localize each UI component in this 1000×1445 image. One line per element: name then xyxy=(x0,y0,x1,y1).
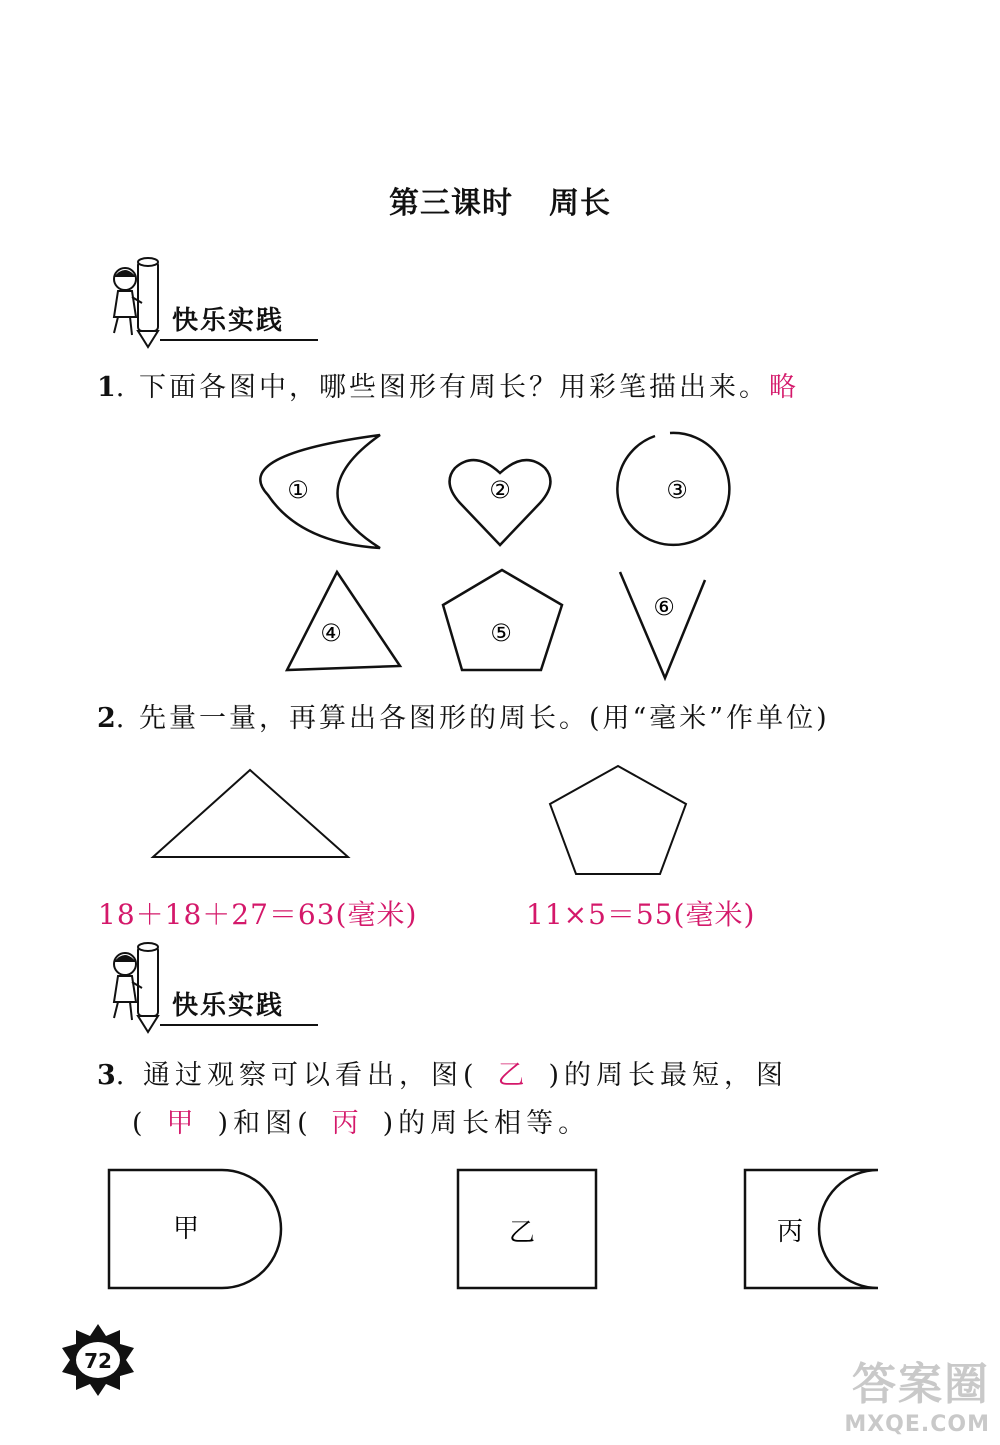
shape-label-3: ③ xyxy=(666,476,688,504)
shape-label-1: ① xyxy=(287,476,309,504)
q2-shapes xyxy=(0,760,1000,880)
measure-triangle xyxy=(153,770,348,857)
crescent-shape xyxy=(260,435,380,548)
answer-blank-1: 乙 xyxy=(497,1060,530,1091)
question-text: )和图( xyxy=(217,1108,313,1139)
section-label: 快乐实践 xyxy=(172,306,285,336)
figure-label-bing: 丙 xyxy=(776,1217,804,1247)
answer-pentagon: 11×5＝55(毫米) xyxy=(526,898,756,931)
watermark-logo: 答案圈 xyxy=(852,1359,990,1410)
watermark-url: MXQE.COM xyxy=(844,1412,990,1437)
shape-label-5: ⑤ xyxy=(490,619,512,647)
question-text: . 通过观察可以看出，图( xyxy=(115,1060,479,1091)
question-text: ( xyxy=(132,1108,148,1139)
question-number: 3 xyxy=(97,1060,116,1091)
section-header-2 xyxy=(100,940,330,1020)
figure-label-jia: 甲 xyxy=(172,1214,200,1244)
answer-blank-2: 甲 xyxy=(166,1108,199,1139)
question-number: 1 xyxy=(97,372,116,403)
question-2 xyxy=(97,705,830,732)
title-lesson: 第三课时 xyxy=(389,186,513,221)
triangle-shape xyxy=(287,572,400,670)
watermark xyxy=(844,1348,990,1437)
section-underline xyxy=(160,339,318,341)
question-1 xyxy=(97,374,799,401)
figure-bing xyxy=(745,1170,878,1288)
page-number: 72 xyxy=(84,1349,112,1373)
page-number-badge xyxy=(60,1322,136,1398)
q3-figures xyxy=(0,1160,1000,1300)
answer-blank-3: 丙 xyxy=(331,1108,364,1139)
question-3-line-1 xyxy=(97,1062,788,1089)
answer-text: 略 xyxy=(768,372,799,403)
question-text: . 下面各图中，哪些图形有周长？用彩笔描出来。 xyxy=(115,372,769,403)
girl-with-pencil-icon xyxy=(100,255,170,350)
page-title xyxy=(0,178,1000,222)
title-topic: 周长 xyxy=(549,186,611,221)
question-number: 2 xyxy=(97,703,116,734)
section-header xyxy=(100,255,330,335)
shape-label-4: ④ xyxy=(320,619,342,647)
section-label: 快乐实践 xyxy=(172,991,285,1021)
shape-label-2: ② xyxy=(489,476,511,504)
shape-label-6: ⑥ xyxy=(653,593,675,621)
question-text: )的周长相等。 xyxy=(382,1108,591,1139)
q1-shapes xyxy=(0,425,1000,685)
answer-triangle: 18＋18＋27＝63(毫米) xyxy=(98,898,418,931)
measure-pentagon xyxy=(550,766,686,874)
question-text: . 先量一量，再算出各图形的周长。(用“毫米”作单位) xyxy=(115,703,830,734)
figure-label-yi: 乙 xyxy=(508,1218,536,1248)
section-underline xyxy=(160,1024,318,1026)
girl-with-pencil-icon xyxy=(100,940,170,1035)
question-text: )的周长最短，图 xyxy=(548,1060,789,1091)
open-v-shape xyxy=(620,572,705,678)
question-3-line-2 xyxy=(132,1110,590,1137)
